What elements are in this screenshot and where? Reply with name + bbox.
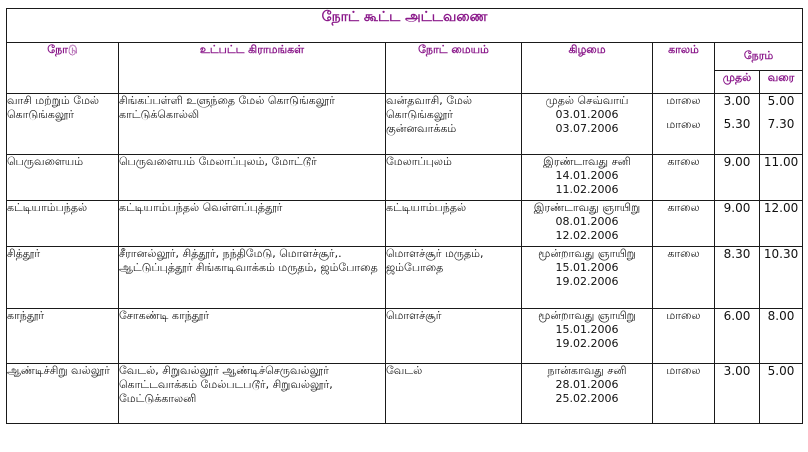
period-cell: மாலை [653,364,715,424]
day-cell [522,155,653,201]
table-row [7,94,803,155]
villages-cell: கட்டியாம்பந்தல் வெள்ளப்புத்தூர் [119,201,386,247]
date-1: 15.01.2006 [555,323,619,336]
note-cell: கட்டியாம்பந்தல் [7,201,119,247]
period-cell [653,94,715,155]
date-1: 15.01.2006 [555,261,619,274]
center-cell: மொளச்சூர் மருதம், ஜம்போதை [386,247,522,309]
table-row [7,201,803,247]
center-cell: மேலாப்புலம் [386,155,522,201]
day-label: மூன்றாவது ஞாயிறு [538,247,636,260]
day-cell [522,94,653,155]
table-title: நோட் கூட்ட அட்டவணை [7,9,803,43]
from-cell: 8.30 [715,247,760,309]
center-cell: கட்டியாம்பந்தல் [386,201,522,247]
note-cell: காந்தூர் [7,309,119,364]
note-cell: ஆண்டிச்சிறு வல்லூர் [7,364,119,424]
header-day: கிழமை [522,43,653,94]
period-cell: மாலை [653,309,715,364]
date-2: 12.02.2006 [555,229,619,242]
day-label: மூன்றாவது ஞாயிறு [538,309,636,322]
from-cell: 9.00 [715,201,760,247]
date-1: 14.01.2006 [555,169,619,182]
day-cell [522,201,653,247]
day-label: நான்காவது சனி [547,364,627,377]
table-row [7,155,803,201]
to-cell: 12.00 [760,201,803,247]
from-2: 5.30 [723,117,751,131]
from-cell: 6.00 [715,309,760,364]
date-2: 03.07.2006 [555,122,619,135]
day-label: இரண்டாவது ஞாயிறு [533,201,641,214]
to-cell: 5.00 [760,364,803,424]
header-from: முதல் [715,71,760,94]
villages-cell: வேடல், சிறுவல்லூர் ஆண்டிச்செருவல்லூர் கொட்டவாக்கம் மேல்படபடூர், சிறுவல்லூர், மேட்டுக்காலனி [119,364,386,424]
day-cell [522,247,653,309]
to-cell: 8.00 [760,309,803,364]
date-2: 11.02.2006 [555,183,619,196]
table-row [7,364,803,424]
period-cell: காலை [653,247,715,309]
date-2: 19.02.2006 [555,337,619,350]
meeting-schedule-table [6,8,803,424]
to-cell [760,94,803,155]
table-row [7,309,803,364]
header-time: நேரம் [715,43,803,71]
from-cell: 9.00 [715,155,760,201]
date-2: 19.02.2006 [555,275,619,288]
header-note: நோடு [7,43,119,94]
day-cell [522,364,653,424]
note-cell: சித்தூர் [7,247,119,309]
header-period: காலம் [653,43,715,94]
day-cell [522,309,653,364]
period-1: மாலை [666,94,701,107]
to-1: 5.00 [767,94,795,108]
villages-cell: பெருவளையம் மேலாப்புலம், மோட்டூர் [119,155,386,201]
villages-cell: சோகண்டி காந்தூர் [119,309,386,364]
header-to: வரை [760,71,803,94]
date-2: 25.02.2006 [555,392,619,405]
from-cell [715,94,760,155]
from-1: 3.00 [723,94,751,108]
to-cell: 11.00 [760,155,803,201]
note-cell: வாசி மற்றும் மேல் கொடுங்கலூர் [7,94,119,155]
date-1: 03.01.2006 [555,108,619,121]
center-cell: வேடல் [386,364,522,424]
to-cell: 10.30 [760,247,803,309]
date-1: 08.01.2006 [555,215,619,228]
period-cell: காலை [653,201,715,247]
period-2: மாலை [666,118,701,131]
schedule-document [6,8,803,424]
day-label: முதல் செவ்வாய் [545,94,629,107]
from-cell: 3.00 [715,364,760,424]
center-cell: வன்தவாசி, மேல் கொடுங்கலூர் குன்னவாக்கம் [386,94,522,155]
period-cell: காலை [653,155,715,201]
header-villages: உட்பட்ட கிராமங்கள் [119,43,386,94]
table-row [7,247,803,309]
note-cell: பெருவளையம் [7,155,119,201]
day-label: இரண்டாவது சனி [543,155,631,168]
villages-cell: சீரானல்லூர், சித்தூர், நந்திமேடு, மொளச்சூர்,. ஆட்டுப்புத்தூர் சிங்காடிவாக்கம் மருதம், ஜம்போதை [119,247,386,309]
center-cell: மொளச்சூர் [386,309,522,364]
date-1: 28.01.2006 [555,378,619,391]
villages-cell: சிங்கப்பள்ளி உளுந்தை மேல் கொடுங்கலூர் காட்டுக்கொல்லி [119,94,386,155]
to-2: 7.30 [767,117,795,131]
header-center: நோட் மையம் [386,43,522,94]
